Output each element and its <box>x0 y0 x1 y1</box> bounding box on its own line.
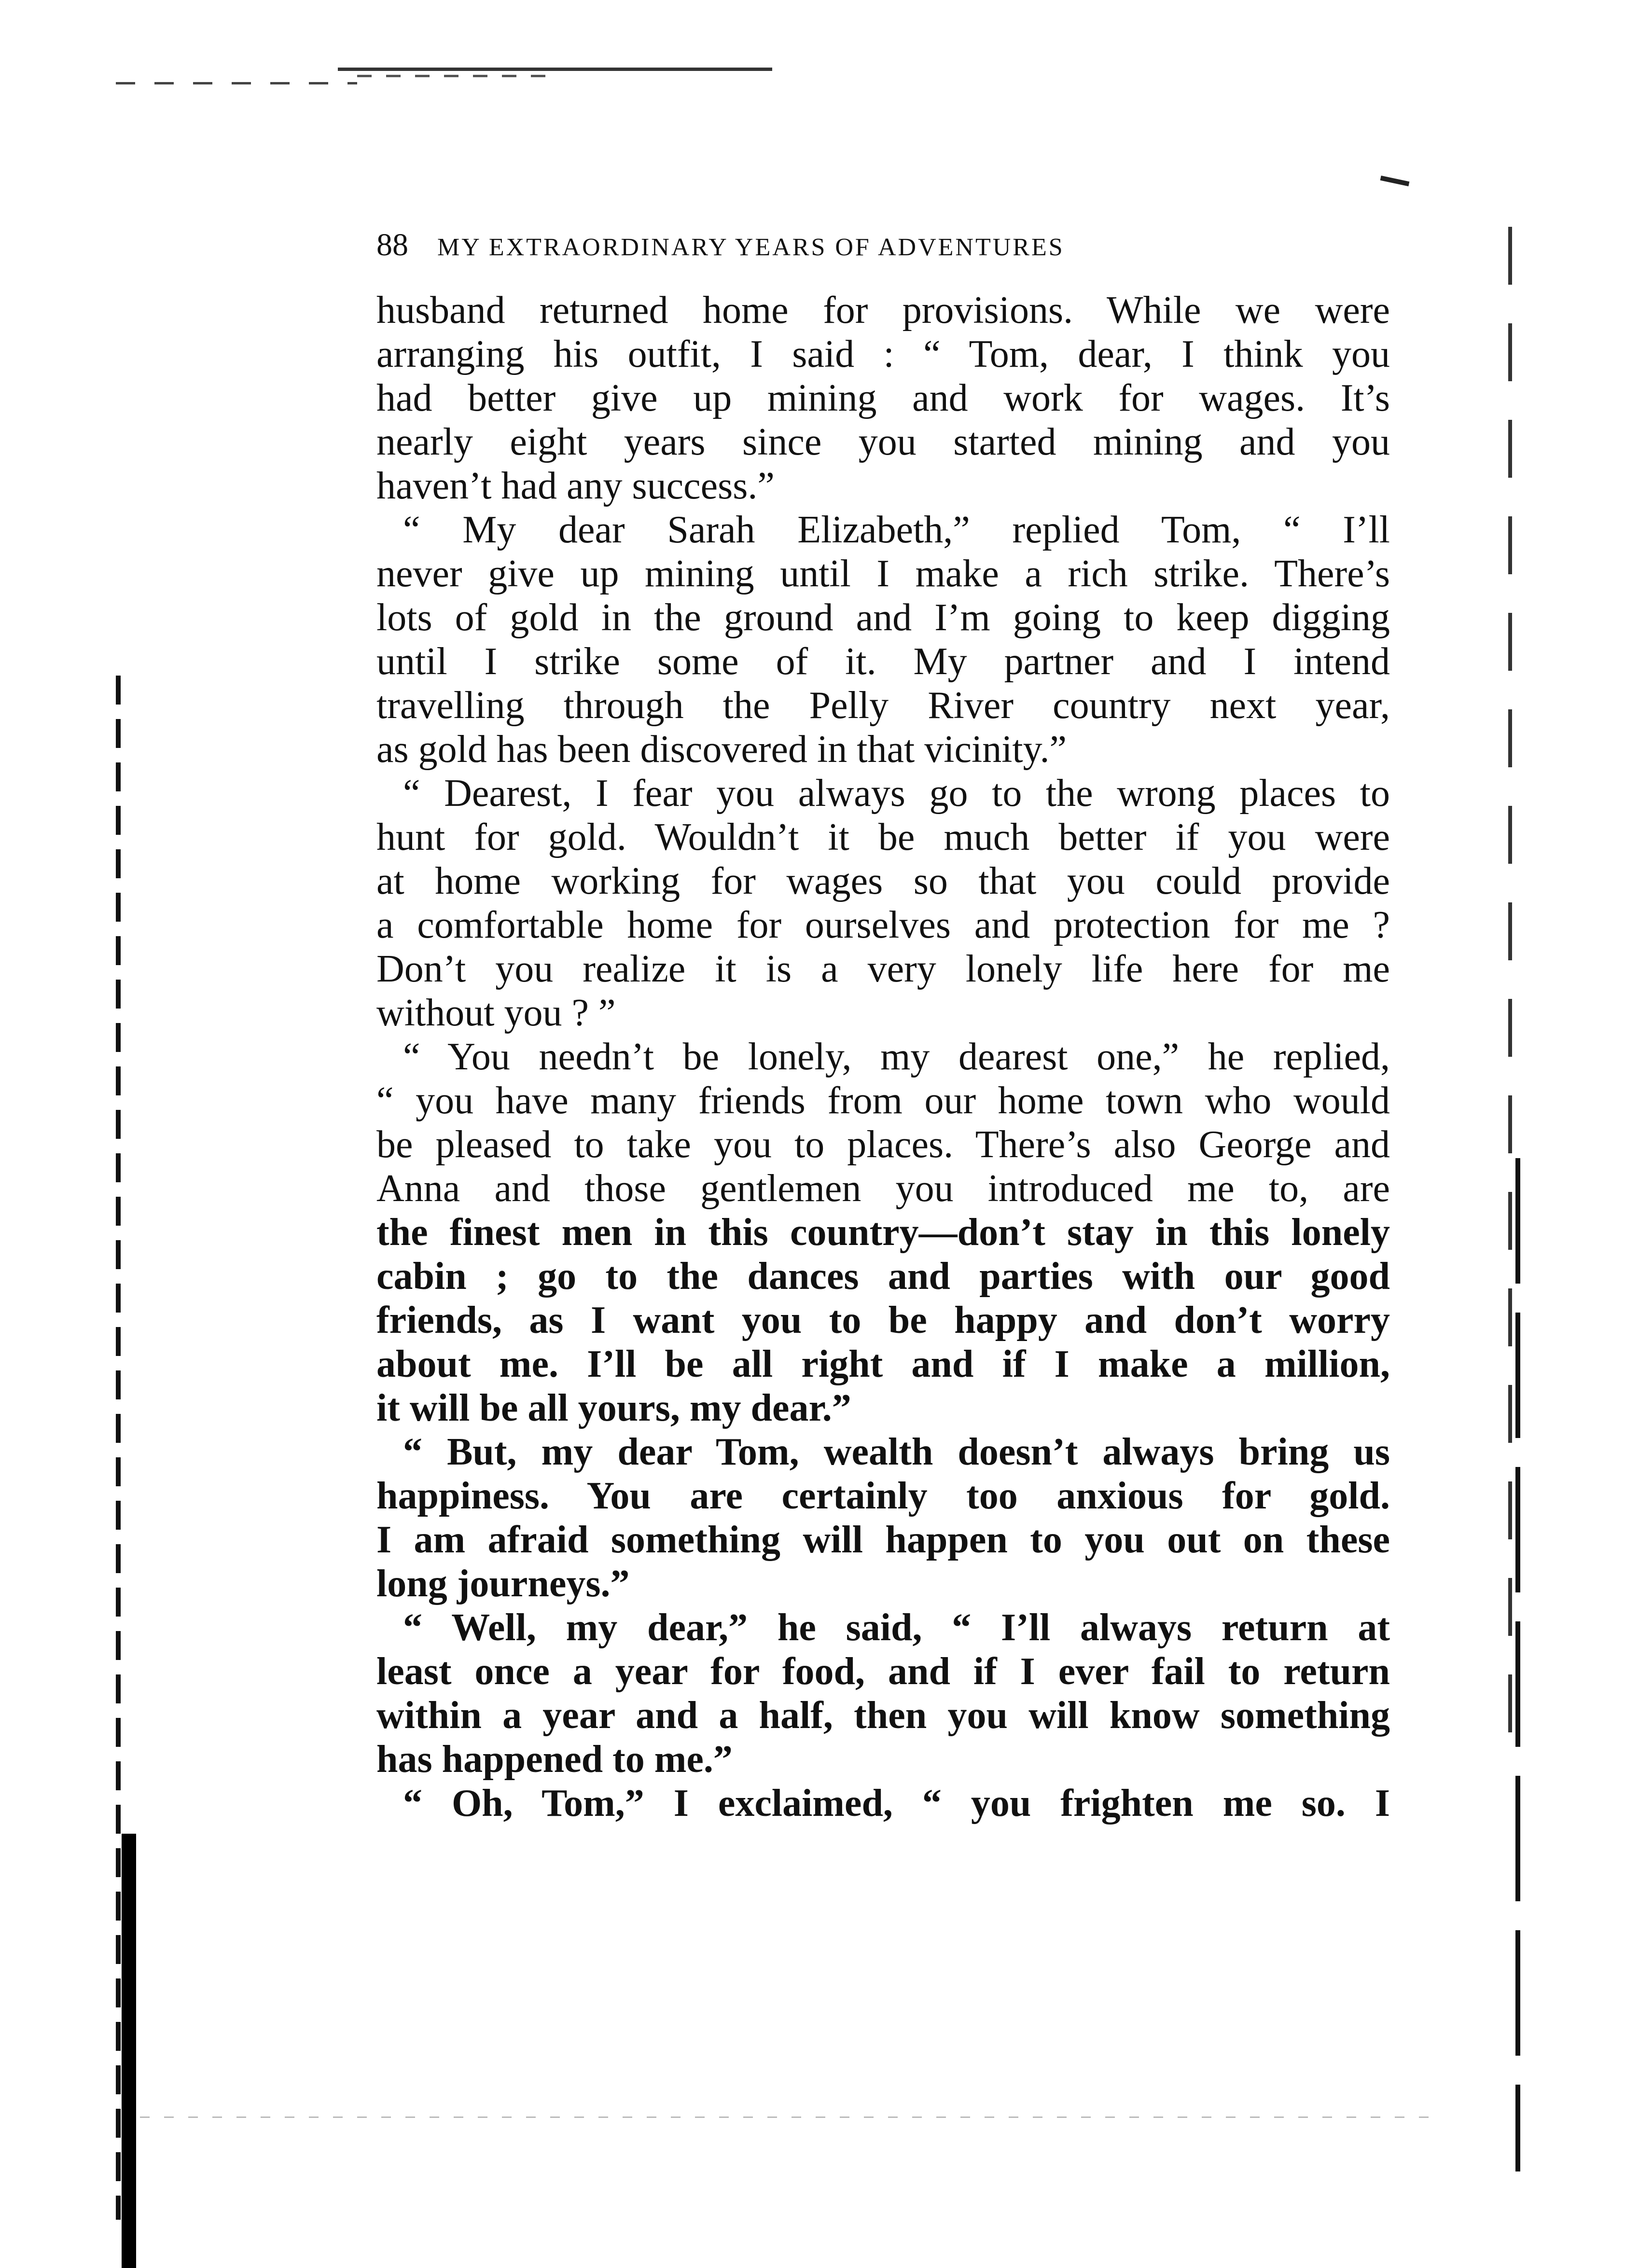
text-line: “ Oh, Tom,” I exclaimed, “ you frighten me so. I <box>403 1782 1390 1825</box>
text-line: husband returned home for provisions. While we were <box>376 289 1390 332</box>
scan-artifact-page-edge <box>1515 1158 1520 2171</box>
text-line: within a year and a half, then you will know something <box>376 1694 1390 1737</box>
running-head: MY EXTRAORDINARY YEARS OF ADVENTURES <box>437 234 1065 261</box>
text-line: “ But, my dear Tom, wealth doesn’t always bring us <box>403 1431 1390 1473</box>
text-line: “ My dear Sarah Elizabeth,” replied Tom, “ I’ll <box>403 509 1390 551</box>
scan-artifact-binding-edge <box>122 1834 136 2268</box>
scan-artifact-mark <box>1380 176 1410 186</box>
text-line: until I strike some of it. My partner and I intend <box>376 640 1390 683</box>
text-line: never give up mining until I make a rich strike. There’s <box>376 553 1390 595</box>
body-text <box>376 289 1390 1825</box>
text-line: about me. I’ll be all right and if I make a million, <box>376 1343 1390 1385</box>
text-line: haven’t had any success.” <box>376 465 775 507</box>
text-line: long journeys.” <box>376 1563 630 1605</box>
text-line: friends, as I want you to be happy and don’t worry <box>376 1299 1390 1341</box>
text-line: it will be all yours, my dear.” <box>376 1387 851 1429</box>
scan-artifact-rule <box>116 82 357 84</box>
text-line: travelling through the Pelly River country next year, <box>376 684 1390 727</box>
text-line: Don’t you realize it is a very lonely life here for me <box>376 948 1390 990</box>
text-line: I am afraid something will happen to you out on these <box>376 1519 1390 1561</box>
page-number: 88 <box>376 227 408 263</box>
text-line: the finest men in this country—don’t stay in this lonely <box>376 1211 1390 1254</box>
text-line: “ Well, my dear,” he said, “ I’ll always return at <box>403 1606 1390 1649</box>
page-header <box>376 227 1293 270</box>
text-line: without you ? ” <box>376 992 616 1034</box>
text-line: arranging his outfit, I said : “ Tom, dear, I think you <box>376 333 1390 375</box>
text-line: be pleased to take you to places. There’s also George and <box>376 1123 1390 1166</box>
text-line: as gold has been discovered in that vicinity.” <box>376 728 1067 771</box>
text-line: happiness. You are certainly too anxious for gold. <box>376 1475 1390 1517</box>
text-line: “ You needn’t be lonely, my dearest one,” he replied, <box>403 1036 1390 1078</box>
text-line: cabin ; go to the dances and parties with our good <box>376 1255 1390 1298</box>
text-line: least once a year for food, and if I ever fail to return <box>376 1650 1390 1693</box>
text-line: hunt for gold. Wouldn’t it be much better if you were <box>376 816 1390 858</box>
scan-artifact-rule <box>338 68 772 71</box>
text-line: “ you have many friends from our home town who would <box>376 1079 1390 1122</box>
text-line: at home working for wages so that you could provide <box>376 860 1390 902</box>
scan-artifact-rule <box>357 75 560 77</box>
text-line: lots of gold in the ground and I’m going to keep digging <box>376 596 1390 639</box>
scan-artifact-page-edge <box>1508 227 1512 1771</box>
scan-artifact-binding-edge <box>116 676 121 2220</box>
scan-artifact-rule <box>140 2116 1443 2118</box>
text-line: Anna and those gentlemen you introduced me to, are <box>376 1167 1390 1210</box>
text-line: “ Dearest, I fear you always go to the wrong places to <box>403 772 1390 815</box>
text-line: had better give up mining and work for wages. It’s <box>376 377 1390 419</box>
text-line: a comfortable home for ourselves and protection for me ? <box>376 904 1390 946</box>
text-line: has happened to me.” <box>376 1738 733 1781</box>
text-line: nearly eight years since you started mining and you <box>376 421 1390 463</box>
